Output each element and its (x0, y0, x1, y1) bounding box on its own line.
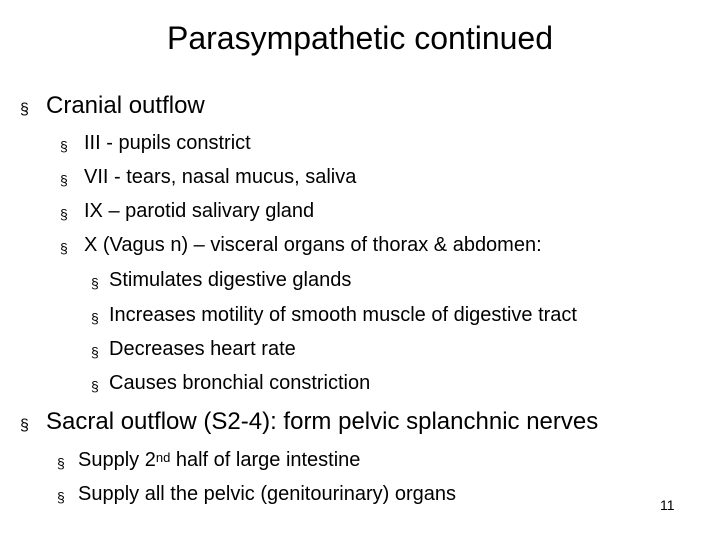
bullet-icon: § (60, 206, 68, 222)
cranial-item-text: IX – parotid salivary gland (84, 200, 315, 222)
sacral-item-prefix: Supply 2 (78, 449, 156, 471)
cranial-item-text: VII - tears, nasal mucus, saliva (84, 166, 357, 188)
bullet-icon: § (91, 275, 99, 291)
slide-title: Parasympathetic continued (167, 20, 553, 56)
bullet-icon: § (20, 417, 29, 434)
vagus-subitem-text: Stimulates digestive glands (109, 269, 352, 291)
bullet-icon: § (20, 101, 29, 118)
bullet-icon: § (57, 489, 65, 505)
vagus-subitem-text: Causes bronchial constriction (109, 372, 371, 394)
bullet-icon: § (91, 378, 99, 394)
bullet-icon: § (60, 240, 68, 256)
cranial-item-text: III - pupils constrict (84, 132, 251, 154)
ordinal-superscript: nd (155, 450, 171, 465)
vagus-subitem-text: Decreases heart rate (109, 338, 296, 360)
sacral-item-text (78, 448, 360, 472)
bullet-icon: § (91, 344, 99, 360)
sacral-item-text: Supply all the pelvic (genitourinary) organs (78, 483, 456, 505)
vagus-subitem-text: Increases motility of smooth muscle of digestive tract (109, 304, 577, 326)
sacral-item-suffix: half of large intestine (170, 449, 361, 471)
cranial-item-text: X (Vagus n) – visceral organs of thorax & abdomen: (84, 234, 542, 256)
page-number: 11 (660, 497, 675, 513)
bullet-icon: § (60, 138, 68, 154)
bullet-icon: § (60, 172, 68, 188)
bullet-icon: § (91, 310, 99, 326)
bullet-icon: § (57, 455, 65, 471)
cranial-heading: Cranial outflow (46, 92, 205, 119)
sacral-heading: Sacral outflow (S2-4): form pelvic splanchnic nerves (46, 408, 599, 435)
